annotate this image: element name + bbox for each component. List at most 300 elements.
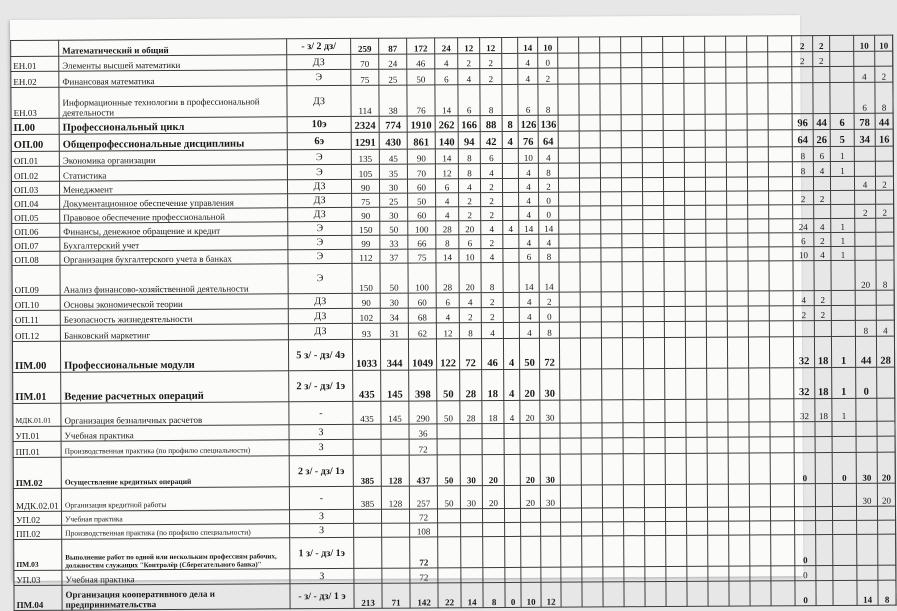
- table-cell: [856, 506, 877, 520]
- table-cell: 213: [354, 583, 382, 608]
- table-cell: [600, 68, 621, 84]
- table-cell: 2: [814, 190, 831, 204]
- table-cell: 135: [351, 149, 379, 164]
- table-cell: 26: [813, 129, 830, 146]
- table-cell: 72: [409, 509, 437, 523]
- table-cell: 71: [382, 583, 410, 608]
- table-cell: [579, 148, 600, 163]
- table-cell: [877, 367, 895, 398]
- table-cell: [503, 248, 519, 262]
- table-cell: 0: [539, 192, 559, 206]
- table-cell: [728, 437, 749, 453]
- table-cell: [706, 321, 727, 337]
- row-control-form: -: [289, 486, 353, 509]
- table-cell: [856, 436, 877, 452]
- table-cell: 4: [854, 176, 875, 190]
- table-cell: [663, 114, 684, 130]
- table-cell: [855, 290, 876, 305]
- table-cell: [727, 205, 748, 219]
- table-cell: 4: [481, 220, 503, 234]
- table-cell: 68: [408, 308, 436, 323]
- table-cell: 20: [520, 369, 540, 400]
- table-cell: 32: [793, 337, 814, 368]
- table-cell: 30: [460, 486, 482, 509]
- row-control-form: 6э: [287, 132, 351, 149]
- table-cell: 6: [435, 69, 458, 85]
- table-cell: 46: [407, 54, 435, 69]
- table-cell: [750, 581, 771, 606]
- row-code: УП.03: [14, 570, 62, 585]
- table-cell: 4: [458, 179, 480, 193]
- table-cell: 126: [518, 115, 538, 131]
- table-cell: [603, 582, 624, 607]
- table-cell: [621, 84, 642, 115]
- table-cell: [541, 536, 561, 567]
- table-cell: [643, 220, 664, 234]
- table-cell: [771, 581, 795, 606]
- table-cell: [770, 368, 794, 399]
- table-cell: [382, 537, 410, 568]
- row-name: Основы экономической теории: [60, 294, 288, 310]
- table-cell: [794, 422, 815, 437]
- row-name: Правовое обеспечение профессиональной: [60, 208, 288, 223]
- table-cell: [579, 115, 600, 131]
- table-cell: 1: [831, 246, 855, 260]
- table-cell: [601, 220, 622, 234]
- table-cell: [706, 306, 727, 321]
- table-cell: [664, 205, 685, 219]
- table-cell: [581, 400, 602, 423]
- table-cell: [643, 206, 664, 220]
- table-cell: 14: [519, 262, 539, 292]
- table-cell: [664, 321, 685, 337]
- table-cell: [832, 436, 856, 452]
- table-cell: [769, 191, 793, 205]
- row-code: ОП.02: [11, 166, 59, 181]
- table-cell: 4: [814, 246, 831, 260]
- table-cell: 60: [408, 293, 436, 308]
- table-cell: [621, 115, 642, 131]
- table-cell: [580, 292, 601, 307]
- row-name: Общепрофессиональные дисциплины: [59, 133, 287, 151]
- table-cell: 4: [435, 54, 458, 69]
- table-cell: [581, 454, 602, 485]
- table-cell: 166: [458, 116, 480, 132]
- table-cell: [644, 400, 665, 423]
- table-cell: [558, 178, 579, 192]
- table-cell: [685, 191, 706, 205]
- table-cell: 4: [519, 322, 539, 338]
- table-cell: [832, 483, 856, 506]
- table-cell: [521, 522, 541, 536]
- table-cell: [558, 163, 579, 178]
- table-cell: [663, 130, 684, 147]
- table-cell: [644, 508, 665, 522]
- table-cell: 32: [794, 399, 815, 422]
- table-cell: [707, 507, 728, 521]
- table-cell: [726, 114, 747, 130]
- table-cell: 136: [538, 115, 558, 131]
- table-cell: [664, 291, 685, 306]
- table-cell: 10: [521, 582, 541, 607]
- table-cell: 1: [831, 336, 855, 367]
- table-cell: [483, 567, 505, 582]
- row-control-form: 2 з/ - дз/ 1э: [289, 370, 353, 401]
- row-control-form: З: [289, 424, 353, 439]
- table-cell: [878, 520, 896, 534]
- table-cell: [504, 508, 520, 522]
- table-cell: 4: [481, 248, 503, 262]
- table-cell: [814, 320, 831, 336]
- table-cell: [830, 35, 854, 51]
- table-cell: [600, 163, 621, 178]
- table-cell: [621, 37, 642, 53]
- table-cell: 75: [352, 193, 380, 207]
- row-control-form: 1 з/ - дз/ 1э: [290, 537, 354, 568]
- table-cell: [815, 421, 832, 436]
- table-cell: [876, 232, 894, 246]
- table-cell: [642, 148, 663, 163]
- row-code: ПМ.02: [13, 457, 61, 488]
- table-cell: [561, 582, 582, 607]
- table-cell: 1: [832, 367, 856, 398]
- table-cell: [727, 337, 748, 368]
- table-cell: [770, 437, 794, 453]
- table-cell: [706, 291, 727, 306]
- table-cell: [602, 369, 623, 400]
- table-cell: [503, 206, 519, 220]
- table-cell: [768, 147, 792, 162]
- table-cell: 1910: [407, 116, 435, 132]
- table-cell: [726, 130, 747, 147]
- table-cell: [624, 582, 645, 607]
- table-cell: [664, 219, 685, 233]
- table-cell: [559, 307, 580, 322]
- table-cell: [813, 66, 830, 82]
- table-cell: [503, 234, 519, 248]
- table-cell: 30: [380, 293, 408, 308]
- table-cell: [438, 537, 461, 568]
- table-cell: 2: [481, 292, 503, 307]
- table-cell: [815, 483, 832, 506]
- table-cell: 50: [437, 401, 460, 424]
- table-cell: [857, 520, 878, 534]
- table-cell: [728, 368, 749, 399]
- table-cell: [830, 66, 854, 82]
- table-cell: 4: [458, 69, 480, 85]
- table-cell: [727, 291, 748, 306]
- table-cell: [665, 453, 686, 484]
- table-cell: 344: [380, 339, 408, 370]
- table-cell: 150: [352, 221, 380, 235]
- scanned-document-page: [10, 15, 803, 581]
- table-cell: [644, 485, 665, 508]
- table-cell: [728, 453, 749, 484]
- table-cell: [621, 163, 642, 178]
- table-cell: [622, 248, 643, 262]
- table-cell: 20: [459, 221, 481, 235]
- row-code: П.00: [11, 118, 59, 134]
- table-cell: 1049: [408, 339, 436, 370]
- table-cell: [877, 421, 895, 436]
- table-cell: 4: [519, 292, 539, 307]
- table-cell: 4: [876, 320, 894, 336]
- table-cell: 8: [481, 262, 503, 292]
- table-cell: [747, 36, 768, 52]
- table-cell: 5: [830, 129, 854, 146]
- table-cell: 4: [519, 192, 539, 206]
- table-cell: 12: [436, 323, 459, 339]
- table-cell: [520, 423, 540, 438]
- table-cell: 4: [436, 207, 459, 221]
- table-cell: [558, 53, 579, 68]
- table-cell: 142: [410, 583, 438, 608]
- row-name: Финансовая математика: [59, 70, 287, 87]
- table-cell: 10: [459, 249, 481, 263]
- table-cell: [749, 437, 770, 453]
- table-cell: [816, 580, 833, 605]
- table-cell: 8: [876, 260, 894, 290]
- table-cell: 4: [854, 66, 875, 82]
- table-cell: [684, 52, 705, 67]
- table-cell: [437, 439, 460, 455]
- table-cell: 30: [540, 369, 560, 400]
- table-cell: 72: [410, 537, 438, 568]
- table-cell: 96: [792, 114, 813, 130]
- table-cell: [502, 68, 518, 84]
- table-cell: 2: [481, 192, 503, 206]
- table-cell: [749, 399, 770, 422]
- table-cell: [581, 423, 602, 438]
- row-control-form: 2 з/ - дз/ 1э: [289, 455, 353, 486]
- table-cell: [727, 233, 748, 247]
- table-cell: [684, 162, 705, 177]
- table-cell: [728, 507, 749, 521]
- table-cell: [726, 83, 747, 114]
- table-cell: 2: [538, 178, 558, 192]
- table-cell: 8: [436, 235, 459, 249]
- table-cell: [503, 307, 519, 322]
- table-cell: [833, 565, 857, 580]
- table-cell: [685, 205, 706, 219]
- table-cell: [771, 521, 795, 535]
- table-cell: [643, 234, 664, 248]
- table-cell: [707, 399, 728, 422]
- table-cell: [642, 178, 663, 192]
- table-cell: [621, 131, 642, 148]
- table-cell: [643, 292, 664, 307]
- table-cell: [560, 400, 581, 423]
- table-cell: [684, 114, 705, 130]
- table-cell: [855, 305, 876, 320]
- table-cell: [663, 177, 684, 191]
- table-cell: [684, 130, 705, 147]
- table-cell: [354, 537, 382, 568]
- table-cell: [770, 422, 794, 437]
- table-cell: [708, 521, 729, 535]
- table-cell: [770, 453, 794, 484]
- table-cell: [622, 206, 643, 220]
- table-cell: [623, 400, 644, 423]
- table-cell: [502, 163, 518, 178]
- row-code: [11, 40, 59, 56]
- table-cell: [728, 484, 749, 507]
- table-cell: [558, 148, 579, 163]
- table-cell: 0: [539, 206, 559, 220]
- table-cell: [771, 566, 795, 581]
- table-cell: [382, 523, 410, 537]
- table-cell: [623, 508, 644, 522]
- table-cell: 14: [519, 220, 539, 234]
- table-cell: [666, 535, 687, 566]
- table-cell: [747, 67, 768, 83]
- table-cell: [600, 115, 621, 131]
- table-cell: [558, 131, 579, 148]
- table-cell: [876, 290, 894, 305]
- table-cell: 0: [795, 566, 816, 581]
- table-cell: [876, 218, 894, 232]
- table-cell: 4: [504, 369, 520, 400]
- table-cell: [768, 52, 792, 67]
- row-name: Организация кредитной работы: [61, 487, 289, 511]
- table-cell: [815, 452, 832, 483]
- table-cell: 14: [539, 220, 559, 234]
- table-cell: [580, 192, 601, 206]
- table-cell: 30: [856, 483, 877, 506]
- table-cell: [747, 130, 768, 147]
- table-cell: [622, 192, 643, 206]
- table-cell: 1: [830, 146, 854, 161]
- row-control-form: - з/ 2 дз/: [287, 38, 351, 54]
- table-cell: [561, 522, 582, 536]
- table-cell: 112: [352, 249, 380, 263]
- table-cell: [461, 523, 483, 537]
- table-cell: [792, 83, 813, 114]
- table-cell: 12: [541, 582, 561, 607]
- table-cell: 6: [435, 179, 458, 193]
- table-cell: [833, 534, 857, 565]
- table-cell: 8: [855, 320, 876, 336]
- table-cell: [642, 115, 663, 131]
- table-cell: 4: [436, 193, 459, 207]
- table-cell: [581, 485, 602, 508]
- table-cell: 2: [875, 66, 893, 82]
- table-cell: [644, 438, 665, 454]
- table-cell: [623, 438, 644, 454]
- table-cell: 385: [353, 486, 381, 509]
- table-cell: 257: [409, 486, 437, 509]
- table-cell: [748, 306, 769, 321]
- table-cell: [541, 522, 561, 536]
- table-cell: [644, 423, 665, 438]
- table-cell: 50: [437, 486, 460, 509]
- table-cell: [663, 83, 684, 114]
- table-cell: 1: [830, 161, 854, 176]
- table-cell: [600, 131, 621, 148]
- row-name: Банковский маркетинг: [60, 324, 288, 341]
- table-cell: 1: [831, 232, 855, 246]
- table-cell: [747, 147, 768, 162]
- table-cell: [621, 178, 642, 192]
- table-cell: [558, 37, 579, 53]
- table-cell: 45: [379, 149, 407, 164]
- table-cell: [815, 506, 832, 520]
- row-code: ЕН.01: [11, 56, 59, 71]
- table-cell: 2: [459, 207, 481, 221]
- row-name: Бухгалтерский учет: [60, 236, 288, 251]
- table-cell: 385: [353, 455, 381, 486]
- table-cell: [876, 246, 894, 260]
- table-cell: [686, 507, 707, 521]
- table-cell: [540, 438, 560, 454]
- table-cell: [502, 148, 518, 163]
- table-cell: 10: [793, 247, 814, 261]
- row-name: Анализ финансово-хозяйственной деятельности: [60, 264, 288, 295]
- table-cell: [831, 204, 855, 218]
- table-cell: 2: [875, 176, 893, 190]
- table-cell: [686, 453, 707, 484]
- row-code: ОП.10: [12, 295, 60, 310]
- row-control-form: ДЗ: [287, 179, 351, 193]
- table-cell: 105: [351, 164, 379, 179]
- table-cell: [814, 260, 831, 290]
- table-cell: 20: [877, 483, 895, 506]
- table-cell: 108: [410, 523, 438, 537]
- table-cell: [748, 205, 769, 219]
- table-cell: [505, 536, 521, 567]
- table-cell: [729, 566, 750, 581]
- table-cell: [642, 53, 663, 68]
- row-name: Организация бухгалтерского учета в банках: [60, 250, 288, 265]
- table-cell: 76: [407, 85, 435, 116]
- table-cell: [603, 567, 624, 582]
- table-cell: 0: [539, 307, 559, 322]
- table-cell: [665, 507, 686, 521]
- table-cell: 2: [539, 292, 559, 307]
- table-cell: 8: [792, 147, 813, 162]
- table-cell: [579, 37, 600, 53]
- table-cell: [353, 509, 381, 523]
- row-control-form: Э: [288, 249, 352, 263]
- table-cell: 100: [408, 221, 436, 235]
- row-name: Производственная практика (по профилю специальности): [61, 440, 289, 457]
- row-name: Статистика: [59, 165, 287, 181]
- table-cell: [561, 567, 582, 582]
- table-cell: [726, 52, 747, 67]
- table-cell: 38: [379, 85, 407, 116]
- table-cell: [727, 191, 748, 205]
- table-cell: [830, 82, 854, 113]
- table-cell: 14: [435, 85, 458, 116]
- table-cell: [816, 520, 833, 534]
- table-cell: 2: [459, 308, 481, 323]
- table-cell: 10: [854, 35, 875, 51]
- table-cell: [624, 536, 645, 567]
- table-cell: 1: [832, 398, 856, 421]
- table-cell: 94: [458, 132, 480, 149]
- table-cell: [353, 424, 381, 439]
- table-cell: 14: [436, 249, 459, 263]
- table-cell: [437, 424, 460, 439]
- table-cell: 28: [460, 370, 482, 401]
- table-cell: 30: [460, 455, 482, 486]
- table-cell: [876, 305, 894, 320]
- row-code: ЕН.03: [11, 87, 59, 118]
- table-cell: [748, 247, 769, 261]
- table-cell: [664, 247, 685, 261]
- table-cell: [769, 233, 793, 247]
- table-cell: [381, 509, 409, 523]
